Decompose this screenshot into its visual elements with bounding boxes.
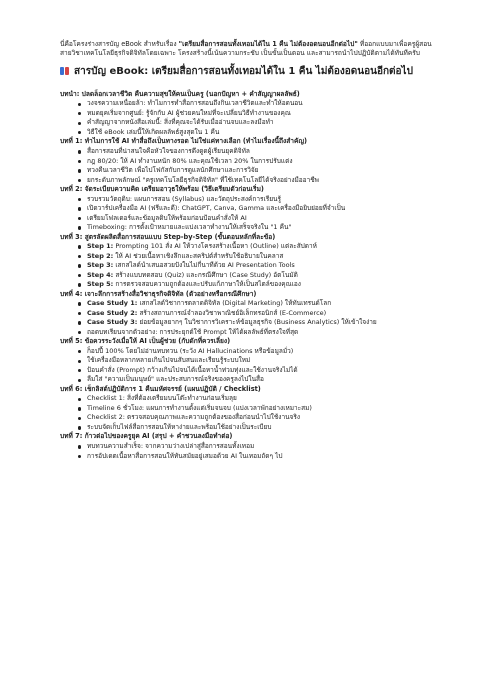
list-item-text: รวบรวมวัตถุดิบ: แผนการสอน (Syllabus) และวัตถุประสงค์การเรียนรู้	[87, 194, 281, 203]
list-item-text: กฎ 80/20: ให้ AI ทำงานหนัก 80% และคุณใช้เวลา 20% ในการปรับแต่ง	[87, 156, 293, 165]
chapter-item-list	[60, 347, 436, 385]
books-icon	[60, 66, 70, 76]
list-item	[78, 242, 436, 252]
list-item-text: Checklist 1: สิ่งที่ต้องเตรียมบนโต๊ะทำงานก่อนเริ่มลุย	[87, 394, 237, 403]
list-item-label: Case Study 2:	[87, 308, 138, 317]
chapter-section	[60, 185, 436, 233]
list-item-text: ทบทวนความสำเร็จ: จากความว่างเปล่าสู่สื่อการสอนทั้งเทอม	[87, 442, 255, 451]
list-item-text: ใช้เครื่องมือหลากหลายเกินไปจนสับสนและเรียนรู้ระบบใหม่	[87, 356, 251, 365]
list-item	[78, 166, 436, 176]
chapter-item-list	[60, 442, 436, 461]
chapter-item-list	[60, 99, 436, 137]
list-item-text: ยกระดับภาพลักษณ์ "ครูเทคโนโลยีธุรกิจดิจิทัล" ที่ใช้เทคโนโลยีได้จริงอย่างมืออาชีพ	[87, 175, 319, 184]
list-item-text: คำสัญญาจากหนังสือเล่มนี้: สิ่งที่คุณจะได้รับเมื่ออ่านจบและลงมือทำ	[87, 118, 274, 127]
chapter-section	[60, 233, 436, 290]
list-item-label: Step 2:	[87, 251, 114, 260]
list-item-text: Timeboxing: การตั้งเป้าหมายและแบ่งเวลาทำงานให้เสร็จจริงใน "1 คืน"	[87, 223, 292, 232]
chapter-section	[60, 137, 436, 185]
list-item-text: หมดยุคเริ่มจากศูนย์: รู้จักกับ AI ผู้ช่วยคนใหม่ที่จะเปลี่ยนวิธีทำงานของคุณ	[87, 108, 291, 117]
list-item	[78, 394, 436, 404]
list-item	[78, 280, 436, 290]
list-item-text: เสกสไลด์นำเสนอสวยปังในไม่กี่นาทีด้วย AI Presentation Tools	[113, 261, 295, 270]
list-item-text: ย่อยข้อมูลยากๆ ในวิชาการวิเคราะห์ข้อมูลธุรกิจ (Business Analytics) ให้เข้าใจง่าย	[137, 318, 377, 327]
list-item-text: การอัปเดตเนื้อหาสื่อการสอนให้ทันสมัยอยู่เสมอด้วย AI ในเทอมถัดๆ ไป	[87, 451, 283, 460]
list-item-text: Checklist 2: ตรวจสอบคุณภาพและความถูกต้องของสื่อก่อนนำไปใช้งานจริง	[87, 413, 301, 422]
list-item-label: Case Study 3:	[87, 318, 138, 327]
list-item-text: เปิดวาร์ปเครื่องมือ AI (ฟรีและดี): ChatGPT, Canva, Gamma และเครื่องมือยิบย่อยที่จำเป็น	[87, 204, 346, 213]
chapter-heading: บทที่ 7: ก้าวต่อไปของครูยุค AI (สรุป + คำชวนลงมือทำต่อ)	[60, 432, 233, 441]
list-item-text: การตรวจสอบความถูกต้องและปรับแก้ภาษาให้เป็นสไตล์ของคุณเอง	[113, 280, 301, 289]
list-item	[78, 271, 436, 281]
chapter-section	[60, 90, 436, 138]
list-item-label: Step 5:	[87, 280, 114, 289]
list-item	[78, 109, 436, 119]
list-item-text: ให้ AI ช่วยเนื้อหาเชิงลึกและสคริปต์สำหรับใช้อธิบายในคลาส	[113, 251, 284, 260]
list-item-text: วงจรความเหนื่อยล้า: ทำไมการทำสื่อการสอนถึงกินเวลาชีวิตและทำให้อดนอน	[87, 99, 303, 108]
chapter-heading: บทที่ 2: จัดระเบียบความคิด เตรียมอาวุธให้พร้อม (วิธีเตรียมตัวก่อนเริ่ม)	[60, 185, 264, 193]
list-item	[78, 413, 436, 423]
chapter-heading: บทที่ 3: สูตรลัดผลิตสื่อการสอนแบบ Step-by-Step (ขั้นตอนหลักที่ละข้อ)	[60, 232, 276, 241]
chapter-section	[60, 290, 436, 338]
list-item-text: Prompting 101 สั่ง AI ให้วางโครงสร้างเนื้อหา (Outline) แต่ละสัปดาห์	[113, 242, 317, 251]
list-item-text: เตรียมโฟลเดอร์และข้อมูลดิบให้พร้อมก่อนป้อนคำสั่งให้ AI	[87, 213, 247, 222]
chapter-list	[60, 90, 436, 461]
toc-title	[60, 65, 436, 78]
list-item-text: Timeline 6 ชั่วโมง: แผนการทำงานตั้งแต่เริ่มจนจบ (แบ่งเวลาพักอย่างเหมาะสม)	[87, 403, 312, 412]
list-item	[78, 423, 436, 433]
chapter-section	[60, 385, 436, 433]
list-item-text: วิธีใช้ eBook เล่มนี้ให้เกิดผลลัพธ์สูงสุดใน 1 คืน	[87, 127, 220, 136]
list-item	[78, 442, 436, 452]
chapter-item-list	[60, 299, 436, 337]
list-item-label: Step 4:	[87, 270, 114, 279]
list-item	[78, 223, 436, 233]
list-item-text: เสกสไลด์วิชาการตลาดดิจิทัล (Digital Marketing) ให้ทันเทรนด์โลก	[137, 299, 332, 308]
list-item	[78, 452, 436, 462]
list-item	[78, 99, 436, 109]
list-item	[78, 157, 436, 167]
list-item	[78, 128, 436, 138]
list-item-text: ลืมใส่ "ความเป็นมนุษย์" และประสบการณ์จริงของครูลงไปในสื่อ	[87, 375, 264, 384]
chapter-section	[60, 432, 436, 461]
chapter-heading: บทที่ 5: ข้อควรระวังเมื่อให้ AI เป็นผู้ช่วย (กับดักที่ควรเลี่ยง)	[60, 337, 231, 346]
list-item-text: ถอดบทเรียนจากตัวอย่าง: การประยุกต์ใช้ Prompt ให้ได้ผลลัพธ์ที่ตรงใจที่สุด	[87, 327, 299, 336]
list-item	[78, 299, 436, 309]
list-item-text: สร้างแบบทดสอบ (Quiz) และกรณีศึกษา (Case Study) อัตโนมัติ	[113, 270, 298, 279]
chapter-heading: บทที่ 4: เจาะลึกการสร้างสื่อวิชาธุรกิจดิจิทัล (ตัวอย่างหรือกรณีศึกษา)	[60, 289, 257, 298]
chapter-item-list	[60, 147, 436, 185]
chapter-item-list	[60, 394, 436, 432]
list-item	[78, 204, 436, 214]
list-item-label: Step 1:	[87, 242, 114, 251]
chapter-heading: บทที่ 6: เช็กลิสต์ปฏิบัติการ 1 คืนมหัศจรรย์ (แผนปฏิบัติ / Checklist)	[60, 384, 261, 393]
chapter-section	[60, 337, 436, 385]
list-item-text: ป้อนคำสั่ง (Prompt) กว้างเกินไปจนได้เนื้อหาน้ำท่วมทุ่งและใช้งานจริงไม่ได้	[87, 365, 298, 374]
list-item	[78, 214, 436, 224]
list-item-text: ทวงคืนเวลาชีวิต เพื่อไปโฟกัสกับการดูแลนักศึกษาและการวิจัย	[87, 166, 259, 174]
list-item	[78, 366, 436, 376]
list-item	[78, 252, 436, 262]
intro-quote: "เตรียมสื่อการสอนทั้งเทอมได้ใน 1 คืน ไม่ต้องอดนอนอีกต่อไป"	[178, 40, 358, 48]
list-item	[78, 118, 436, 128]
list-item	[78, 328, 436, 338]
toc-title-text: สารบัญ eBook: เตรียมสื่อการสอนทั้งเทอมได้ใน 1 คืน ไม่ต้องอดนอนอีกต่อไป	[74, 65, 413, 77]
list-item	[78, 195, 436, 205]
chapter-heading: บทที่ 1: ทำไมการใช้ AI ทำสื่อถึงเป็นทางรอด ไม่ใช่แค่ทางเลือก (ทำไมเรื่องนี้ถึงสำคัญ)	[60, 137, 308, 146]
list-item	[78, 309, 436, 319]
list-item	[78, 176, 436, 186]
list-item-text: ก็อปปี้ 100% โดยไม่อ่านทบทวน (ระวัง AI Hallucinations หรือข้อมูลมั่ว)	[87, 346, 294, 355]
chapter-item-list	[60, 242, 436, 290]
list-item	[78, 356, 436, 366]
list-item	[78, 318, 436, 328]
chapter-heading: บทนำ: ปลดล็อกเวลาชีวิต คืนความสุขให้คนเป็นครู (นอกปัญหา + คำสัญญาผลลัพธ์)	[60, 89, 300, 98]
list-item	[78, 347, 436, 357]
list-item-text: สื่อการสอนที่น่าสนใจคือหัวใจของการดึงดูดผู้เรียนยุคดิจิทัล	[87, 147, 250, 155]
intro-paragraph	[60, 40, 436, 59]
list-item	[78, 147, 436, 157]
intro-prefix: นี่คือโครงร่างสารบัญ eBook สำหรับเรื่อง	[60, 40, 179, 48]
list-item-text: ระบบจัดเก็บไฟล์สื่อการสอนให้หาง่ายและพร้อมใช้อย่างเป็นระเบียบ	[87, 422, 272, 431]
list-item	[78, 375, 436, 385]
list-item-label: Case Study 1:	[87, 299, 138, 308]
intro-suffix: ที่ออกแบบมาเพื่อครูผู้สอนสายวิชาเทคโนโลยีธุรกิจดิจิทัลโดยเฉพาะ โครงสร้างนี้เน้นความกระชับ เป็นขั้นเป็นตอน และสามารถนำไปปฏิบัติตามได้ทันทีครับ	[60, 40, 432, 58]
chapter-item-list	[60, 195, 436, 233]
list-item-label: Step 3:	[87, 261, 114, 270]
list-item	[78, 261, 436, 271]
list-item-text: สร้างสถานการณ์จำลองวิชาพาณิชย์อิเล็กทรอนิกส์ (E-Commerce)	[137, 308, 327, 317]
